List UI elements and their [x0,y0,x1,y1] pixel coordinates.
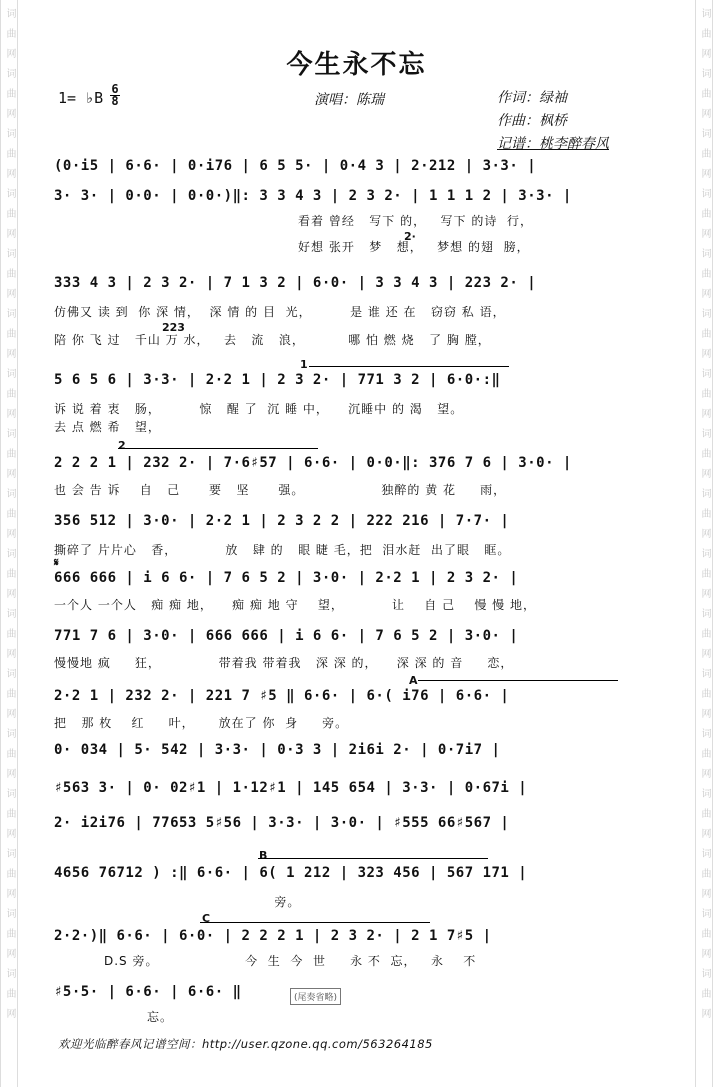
lyrics-line: 撕碎了 片片心 香， 放 肆 的 眼 睫 毛，把 泪水赶 出了眼 眶。 [54,543,511,557]
meter-numerator: 6 [111,82,119,96]
watermark-char: 词 [4,188,15,198]
watermark-char: 曲 [4,448,15,458]
watermark-char: 词 [4,968,15,978]
watermark-char: 词 [699,548,710,558]
watermark-char: 网 [4,408,15,418]
watermark-char: 网 [699,468,710,478]
watermark-char: 曲 [699,748,710,758]
watermark-char: 曲 [4,88,15,98]
watermark-char: 网 [4,828,15,838]
watermark-char: 网 [4,168,15,178]
notation-line: 666 666 | i 6 6· | 7 6 5 2 | 3·0· | 2·2 1 | 2 3 2· | [54,570,519,586]
watermark-char: 网 [699,948,710,958]
composer: 作曲：枫桥 [497,113,567,129]
watermark-char: 曲 [699,388,710,398]
time-signature [110,84,120,107]
watermark-char: 网 [4,48,15,58]
watermark-char: 曲 [699,148,710,158]
watermark-char: 曲 [699,448,710,458]
watermark-char: 网 [699,888,710,898]
rehearsal-mark: B [259,849,268,862]
watermark-char: 网 [4,948,15,958]
notation-line: 2·2·)‖ 6·6· | 6·0· | 2 2 2 1 | 2 3 2· | 2 1 7♯5 | [54,928,492,944]
watermark-char: 曲 [4,988,15,998]
watermark-char: 词 [699,728,710,738]
watermark-char: 网 [699,228,710,238]
watermark-char: 词 [699,248,710,258]
watermark-char: 曲 [699,928,710,938]
watermark-char: 词 [699,968,710,978]
song-title: 今生永不忘 [286,50,427,80]
watermark-char: 网 [4,468,15,478]
watermark-char: 网 [4,348,15,358]
watermark-char: 曲 [699,28,710,38]
notation-line: 2·2 1 | 232 2· | 221 7 ♯5 ‖ 6·6· | 6·( i76 | 6·6· | [54,688,510,704]
rehearsal-mark: 223 [162,321,185,334]
section-bracket [309,366,509,367]
lyrics-line: 忘。 [94,1010,173,1024]
watermark-char: 词 [4,788,15,798]
watermark-char: 词 [699,68,710,78]
watermark-char: 网 [4,108,15,118]
key-signature: 1= ♭B [58,89,104,107]
watermark-char: 词 [4,668,15,678]
notation-line: 771 7 6 | 3·0· | 666 666 | i 6 6· | 7 6 5 2 | 3·0· | [54,628,519,644]
watermark-char: 曲 [4,688,15,698]
watermark-char: 词 [699,368,710,378]
watermark-char: 词 [699,188,710,198]
watermark-char: 曲 [699,688,710,698]
watermark-char: 网 [699,768,710,778]
watermark-char: 词 [699,8,710,18]
lyrics-line: 把 那 枚 红 叶， 放在了 你 身 旁。 [54,716,349,730]
transcriber: 记谱：桃李醉春风 [497,136,609,152]
watermark-char: 词 [4,428,15,438]
watermark-char: 曲 [4,148,15,158]
watermark-char: 网 [4,708,15,718]
section-bracket [200,922,430,923]
watermark-char: 网 [699,648,710,658]
watermark-char: 词 [4,488,15,498]
watermark-char: 网 [4,648,15,658]
watermark-char: 曲 [4,748,15,758]
lyrics-line: 慢慢地 疯 狂， 带着我 带着我 深 深 的， 深 深 的 音 恋， [54,656,514,670]
watermark-char: 网 [4,1008,15,1018]
watermark-char: 曲 [4,868,15,878]
watermark-char: 网 [699,48,710,58]
notation-line: 3· 3· | 0·0· | 0·0·)‖: 3 3 4 3 | 2 3 2· | 1 1 1 2 | 3·3· | [54,188,572,204]
notation-line: (0·i5 | 6·6· | 0·i76 | 6 5 5· | 0·4 3 | 2·212 | 3·3· | [54,158,537,174]
rehearsal-mark: 2 [118,439,126,452]
watermark-char: 网 [699,108,710,118]
watermark-char: 网 [4,588,15,598]
watermark-char: 词 [4,608,15,618]
watermark-char: 网 [699,528,710,538]
watermark-char: 词 [699,848,710,858]
watermark-char: 网 [699,288,710,298]
notation-line: 5 6 5 6 | 3·3· | 2·2 1 | 2 3 2· | 771 3 2 | 6·0·:‖ [54,372,501,388]
watermark-char: 曲 [4,28,15,38]
watermark-char: 曲 [4,208,15,218]
watermark-char: 词 [4,68,15,78]
watermark-char: 曲 [4,388,15,398]
notation-line: 0· 034 | 5· 542 | 3·3· | 0·3 3 | 2i6i 2· | 0·7i7 | [54,742,501,758]
watermark-char: 网 [699,1008,710,1018]
notation-line: 333 4 3 | 2 3 2· | 7 1 3 2 | 6·0· | 3 3 4 3 | 223 2· | [54,275,537,291]
lyrics-line: 一个人 一个人 痴 痴 地， 痴 痴 地 守 望， 让 自 己 慢 慢 地， [54,598,536,612]
lyrics-line: 旁。 [154,895,301,909]
watermark-char: 网 [699,708,710,718]
watermark-char: 词 [4,248,15,258]
watermark-char: 曲 [699,328,710,338]
lyrics-line: 仿佛又 读 到 你 深 情， 深 情 的 目 光， 是 谁 还 在 窃窃 私 语， [54,305,506,319]
right-border-strip [695,0,713,1087]
watermark-char: 曲 [699,268,710,278]
watermark-char: 词 [699,608,710,618]
lyrics-line: D.S 旁。 今 生 今 世 永 不 忘， 永 不 [104,954,477,968]
watermark-char: 网 [4,288,15,298]
watermark-char: 词 [699,908,710,918]
watermark-char: 词 [4,548,15,558]
watermark-char: 词 [4,848,15,858]
lyrics-line: 看着 曾经 写下 的， 写下 的诗 行， [298,214,533,228]
watermark-char: 网 [699,348,710,358]
watermark-char: 词 [4,308,15,318]
watermark-char: 曲 [699,508,710,518]
watermark-char: 网 [699,168,710,178]
watermark-char: 网 [699,828,710,838]
watermark-char: 曲 [699,868,710,878]
watermark-char: 曲 [4,568,15,578]
rehearsal-mark: C [202,912,211,925]
watermark-char: 曲 [4,928,15,938]
rehearsal-mark: 𝄋 [54,556,59,569]
watermark-char: 曲 [699,88,710,98]
meter-denominator: 8 [111,94,119,108]
watermark-char: 网 [4,888,15,898]
lyrics-line: 诉 说 着 衷 肠， 惊 醒 了 沉 睡 中， 沉睡中 的 渴 望。 [54,402,464,416]
section-bracket [418,680,618,681]
watermark-char: 词 [699,668,710,678]
watermark-char: 曲 [699,628,710,638]
watermark-char: 曲 [699,808,710,818]
watermark-char: 词 [4,728,15,738]
watermark-char: 曲 [4,268,15,278]
rehearsal-mark: 1 [300,358,308,371]
section-bracket [118,448,318,449]
footer-link: 欢迎光临醉春风记谱空间：http://user.qzone.qq.com/563264185 [58,1037,433,1051]
notation-line: 2 2 2 1 | 232 2· | 7·6♯57 | 6·6· | 0·0·‖: 376 7 6 | 3·0· | [54,455,572,471]
watermark-char: 词 [4,368,15,378]
watermark-char: 曲 [699,568,710,578]
notation-line: 356 512 | 3·0· | 2·2 1 | 2 3 2 2 | 222 216 | 7·7· | [54,513,510,529]
watermark-char: 网 [699,408,710,418]
watermark-char: 曲 [4,628,15,638]
watermark-char: 网 [4,528,15,538]
watermark-char: 词 [699,308,710,318]
notation-line: 2· i2i76 | 77653 5♯56 | 3·3· | 3·0· | ♯555 66♯567 | [54,815,510,831]
watermark-char: 词 [4,908,15,918]
watermark-char: 网 [4,768,15,778]
singer: 演唱：陈瑞 [314,92,384,108]
watermark-char: 词 [699,788,710,798]
rehearsal-mark: 2· [404,230,416,243]
notation-line: ♯5·5· | 6·6· | 6·6· ‖ [54,984,242,1000]
notation-line: ♯563 3· | 0· 02♯1 | 1·12♯1 | 145 654 | 3·3· | 0·67i | [54,780,528,796]
watermark-char: 词 [4,128,15,138]
rehearsal-mark: A [409,674,418,687]
left-border-strip [0,0,18,1087]
watermark-char: 词 [699,488,710,498]
lyricist: 作词：绿袖 [497,90,567,106]
lyrics-line: 好想 张开 梦 想， 梦想 的翅 膀， [298,240,530,254]
watermark-char: 词 [4,8,15,18]
watermark-char: 词 [699,128,710,138]
notation-line: 4656 76712 ) :‖ 6·6· | 6( 1 212 | 323 456 | 567 171 | [54,865,528,881]
watermark-char: 曲 [4,328,15,338]
watermark-char: 曲 [4,808,15,818]
watermark-char: 曲 [699,208,710,218]
section-bracket [258,858,488,859]
watermark-char: 曲 [4,508,15,518]
lyrics-line: 陪 你 飞 过 千山 万 水， 去 流 浪， 哪 怕 燃 烧 了 胸 膛， [54,333,491,347]
credits-block [497,87,609,156]
watermark-char: 网 [699,588,710,598]
lyrics-line: 也 会 告 诉 自 己 要 坚 强。 独醉的 黄 花 雨， [54,483,507,497]
lyrics-line: 去 点 燃 希 望， [54,420,161,434]
watermark-char: 网 [4,228,15,238]
watermark-char: 词 [699,428,710,438]
outro-note: (尾奏省略) [290,988,341,1005]
watermark-char: 曲 [699,988,710,998]
